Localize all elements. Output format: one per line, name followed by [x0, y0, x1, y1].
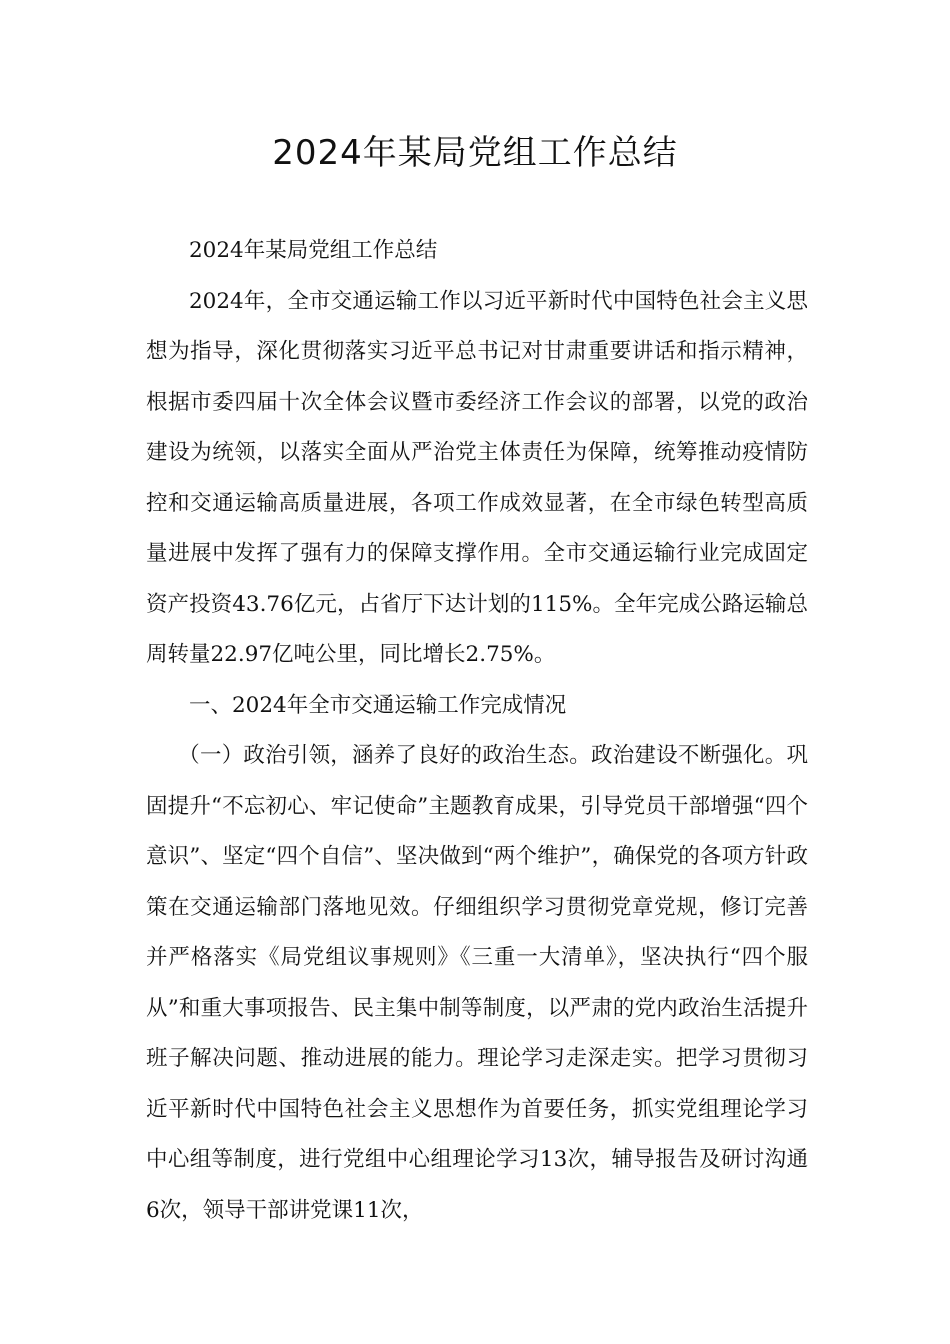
document-title: 2024年某局党组工作总结 [272, 133, 678, 173]
paragraph-subtitle: 2024年某局党组工作总结 [189, 238, 438, 263]
document-body [146, 226, 808, 1236]
paragraph-political-leadership: （一）政治引领，涵养了良好的政治生态。政治建设不断强化。巩固提升“不忘初心、牢记使命”主题教育成果，引导党员干部增强“四个意识”、坚定“四个自信”、坚决做到“两个维护”，确保党的各项方针政策在交通运输部门落地见效。仔细组织学习贯彻党章党规，修订完善并严格落实《局党组议事规则》《三重一大清单》，坚决执行“四个服从”和重大事项报告、民主集中制等制度，以严肃的党内政治生活提升班子解决问题、推动进展的能力。理论学习走深走实。把学习贯彻习近平新时代中国特色社会主义思想作为首要任务，抓实党组理论学习中心组等制度，进行党组中心组理论学习13次，辅导报告及研讨沟通6次，领导干部讲党课11次， [146, 743, 808, 1223]
section-heading: 一、2024年全市交通运输工作完成情况 [189, 692, 567, 718]
paragraph-intro: 2024年，全市交通运输工作以习近平新时代中国特色社会主义思想为指导，深化贯彻落实习近平总书记对甘肃重要讲话和指示精神，根据市委四届十次全体会议暨市委经济工作会议的部署，以党的政治建设为统领，以落实全面从严治党主体责任为保障，统筹推动疫情防控和交通运输高质量进展，各项工作成效显著，在全市绿色转型高质量进展中发挥了强有力的保障支撑作用。全市交通运输行业完成固定资产投资43.76亿元，占省厅下达计划的115%。全年完成公路运输总周转量22.97亿吨公里，同比增长2.75%。 [146, 288, 808, 667]
